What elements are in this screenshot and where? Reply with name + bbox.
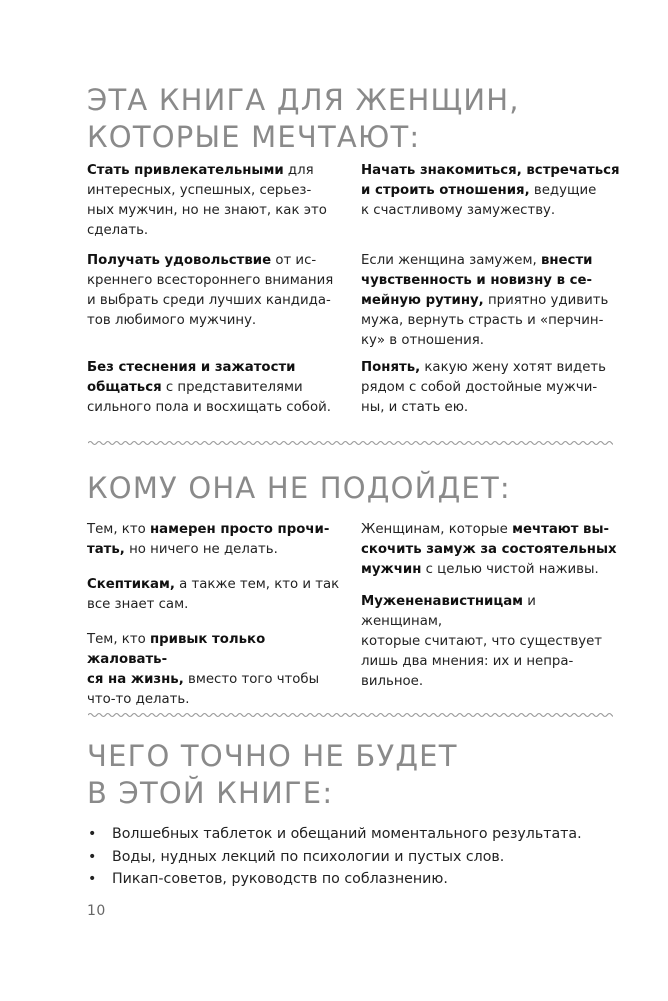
list-item [87, 868, 607, 891]
not-for-item: Женщинам, которые мечтают вы- скочить замуж за состоятельных мужчин с целью чистой наживы. [361, 522, 617, 577]
section-title-line: КОМУ ОНА НЕ ПОДОЙДЕТ: [87, 471, 511, 505]
not-for-item: Тем, кто намерен просто прочи- тать, но ничего не делать. [87, 522, 330, 557]
dream-item: Если женщина замужем, внести чувственность и новизну в се- мейную рутину, приятно удивить мужа, вернуть страсть и «перчин- ку» в отношения. [361, 253, 609, 348]
not-for-item: Мужененавистницам и женщинам, которые считают, что существует лишь два мнения: их и непра- вильное. [361, 594, 603, 689]
section-title-will-not-be [87, 738, 458, 812]
dream-item: Начать знакомиться, встречаться и строить отношения, ведущие к счастливому замужеству. [361, 163, 620, 218]
exclusions-list [87, 823, 607, 891]
list-item [87, 846, 607, 869]
dream-item: Стать привлекательными для интересных, успешных, серьез- ных мужчин, но не знают, как это сделать. [87, 163, 327, 238]
list-item-text: Воды, нудных лекций по психологии и пустых слов. [112, 848, 505, 865]
bullet-icon: • [88, 826, 97, 842]
dream-item: Получать удовольствие от ис- креннего всестороннего внимания и выбрать среди лучших кандида- тов любимого мужчину. [87, 253, 334, 328]
section-title-line: КОТОРЫЕ МЕЧТАЮТ: [87, 120, 421, 154]
wavy-divider [88, 710, 613, 720]
bullet-icon: • [88, 848, 97, 865]
list-item [87, 823, 607, 846]
not-for-item: Тем, кто привык только жаловать- ся на жизнь, вместо того чтобы что-то делать. [87, 632, 320, 707]
section-title-line: ЭТА КНИГА ДЛЯ ЖЕНЩИН, [87, 83, 520, 117]
section-title-dreams [87, 82, 520, 156]
section-title-not-for [87, 470, 511, 507]
page-number: 10 [87, 903, 106, 919]
list-item-text: Пикап-советов, руководств по соблазнению. [112, 871, 448, 887]
section-title-line: В ЭТОЙ КНИГЕ: [87, 776, 334, 810]
dream-item: Понять, какую жену хотят видеть рядом с собой достойные мужчи- ны, и стать ею. [361, 360, 606, 415]
list-item-text: Волшебных таблеток и обещаний моментального результата. [112, 826, 582, 842]
section-title-line: ЧЕГО ТОЧНО НЕ БУДЕТ [87, 739, 458, 773]
not-for-item: Скептикам, а также тем, кто и так все знает сам. [87, 577, 340, 612]
bullet-icon: • [88, 871, 97, 887]
wavy-divider [88, 438, 613, 448]
dream-item: Без стеснения и зажатости общаться с представителями сильного пола и восхищать собой. [87, 360, 331, 415]
